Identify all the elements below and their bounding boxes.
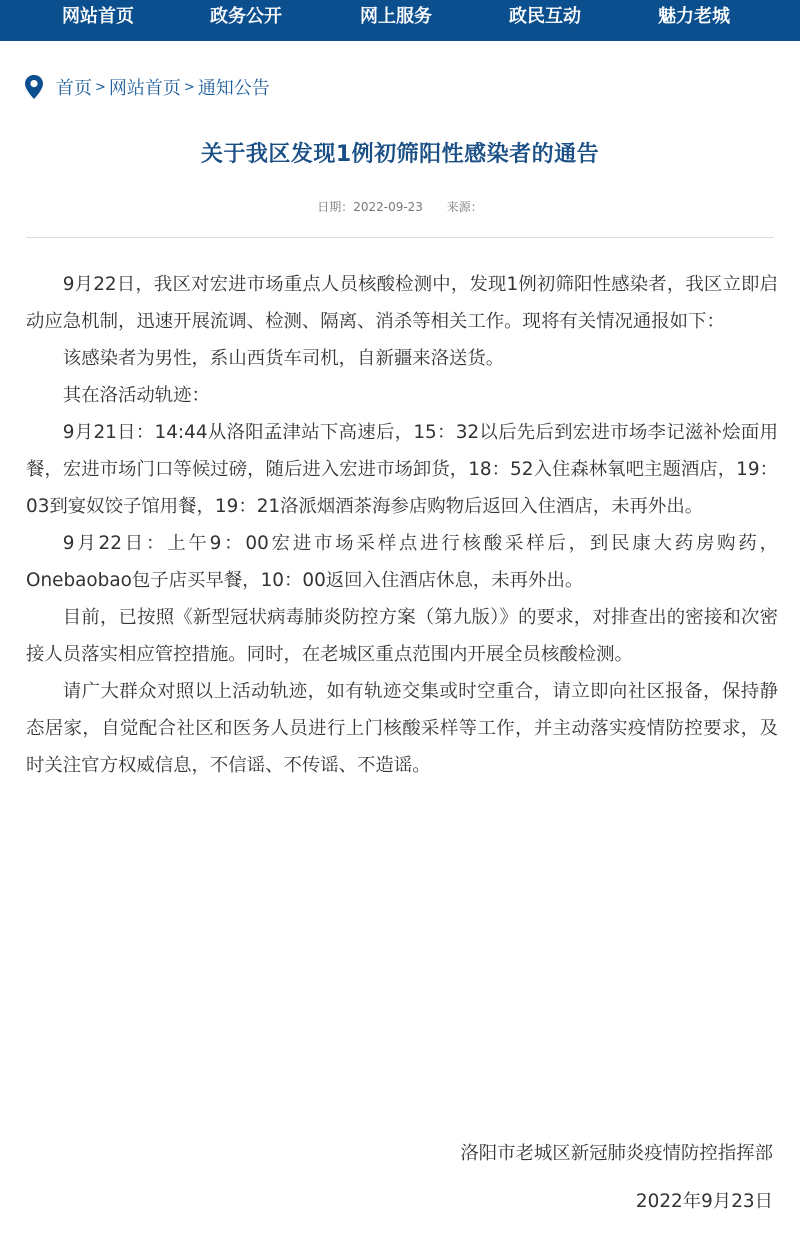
signature-block — [460, 1130, 773, 1226]
breadcrumb-home[interactable]: 首页 — [56, 78, 92, 99]
paragraph-measures: 目前，已按照《新型冠状病毒肺炎防控方案（第九版）》的要求，对排查出的密接和次密接人员落实相应管控措施。同时，在老城区重点范围内开展全员核酸检测。 — [26, 607, 778, 665]
paragraph-case-info: 该感染者为男性，系山西货车司机，自新疆来洛送货。 — [62, 348, 505, 369]
breadcrumb-separator: > — [95, 79, 106, 95]
paragraph-sept-21: 9月21日：14:44从洛阳孟津站下高速后，15：32以后先后到宏进市场李记滋补烩面用餐，宏进市场门口等候过磅，随后进入宏进市场卸货，18：52入住森林氧吧主题酒店，19：03到宴奴饺子馆用餐，19：21洛派烟酒茶海参店购物后返回入住酒店，未再外出。 — [26, 422, 778, 517]
breadcrumb-notices[interactable]: 通知公告 — [197, 78, 270, 99]
breadcrumb-separator: > — [183, 79, 195, 95]
breadcrumb — [24, 74, 270, 100]
paragraph-intro: 9月22日，我区对宏进市场重点人员核酸检测中，发现1例初筛阳性感染者，我区立即启动应急机制，迅速开展流调、检测、隔离、消杀等相关工作。现将有关情况通报如下： — [26, 274, 778, 332]
paragraph-sept-22: 9月22日：上午9：00宏进市场采样点进行核酸采样后，到民康大药房购药，Onebaobao包子店买早餐，10：00返回入住酒店休息，未再外出。 — [26, 533, 778, 591]
nav-item-government-affairs[interactable]: 政务公开 — [210, 6, 282, 27]
article-date: 日期：2022-09-23 — [317, 200, 423, 214]
nav-item-home[interactable]: 网站首页 — [62, 6, 134, 27]
nav-item-public-interaction[interactable]: 政民互动 — [509, 6, 581, 27]
breadcrumb-site-home[interactable]: 网站首页 — [108, 78, 181, 99]
top-navigation-bar — [0, 0, 800, 41]
nav-item-online-services[interactable]: 网上服务 — [360, 6, 432, 27]
article-title: 关于我区发现1例初筛阳性感染者的通告 — [200, 142, 600, 167]
paragraph-public-notice: 请广大群众对照以上活动轨迹，如有轨迹交集或时空重合，请立即向社区报备，保持静态居家，自觉配合社区和医务人员进行上门核酸采样等工作，并主动落实疫情防控要求，及时关注官方权威信息，不信谣、不传谣、不造谣。 — [26, 681, 778, 776]
article-body — [26, 266, 778, 784]
location-pin-icon — [24, 74, 44, 100]
signature-org: 洛阳市老城区新冠肺炎疫情防控指挥部 — [460, 1143, 773, 1164]
article-source: 来源： — [446, 200, 483, 214]
nav-item-charm-laocheng[interactable]: 魅力老城 — [658, 6, 730, 27]
article-meta — [0, 198, 800, 215]
divider — [26, 237, 774, 238]
signature-date: 2022年9月23日 — [635, 1191, 773, 1212]
paragraph-trajectory-heading: 其在洛活动轨迹： — [62, 385, 210, 406]
